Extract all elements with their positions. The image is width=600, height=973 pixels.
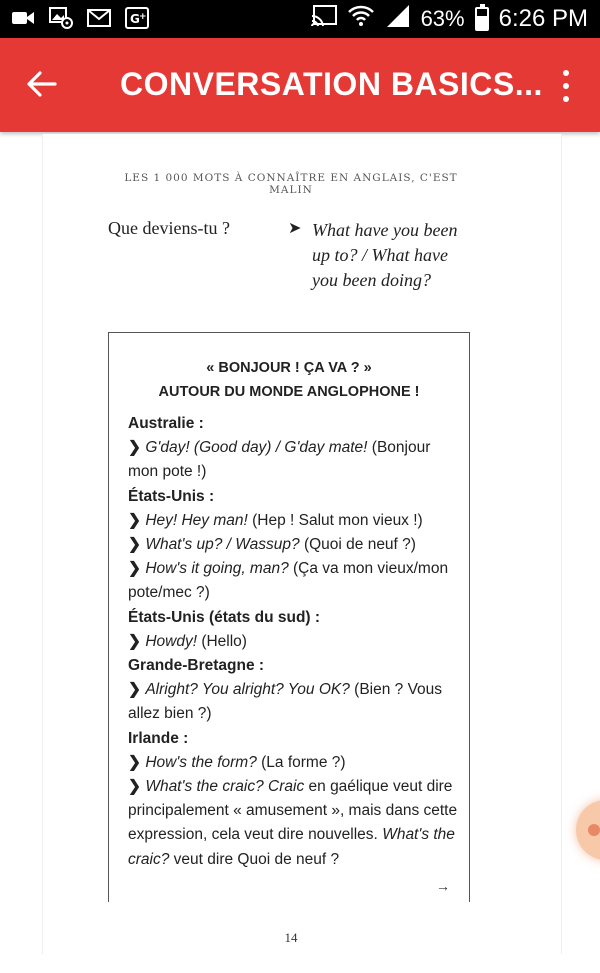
greeting-translation: veut dire Quoi de neuf ? — [173, 850, 340, 868]
video-camera-icon — [10, 6, 36, 30]
greeting-english: Alright? You alright? You OK? — [145, 681, 350, 699]
chevron-right-icon: ❯ — [128, 778, 141, 796]
greeting-english: Howdy! — [145, 632, 197, 650]
gmail-icon — [86, 6, 112, 30]
greeting-translation: (Bien ? Vous allez bien ?) — [128, 681, 443, 723]
svg-text:+: + — [139, 12, 147, 22]
region-usa: États-Unis : — [128, 487, 215, 505]
list-item — [128, 557, 458, 605]
chevron-right-icon: ❯ — [128, 753, 141, 771]
continue-arrow-icon: → — [436, 878, 450, 894]
running-head: LES 1 000 MOTS À CONNAÎTRE EN ANGLAIS, C'EST MALIN — [124, 172, 458, 196]
back-button[interactable] — [22, 62, 62, 106]
google-plus-icon — [124, 6, 150, 30]
greeting-english: How's it going, man? — [145, 560, 289, 578]
clock: 6:26 PM — [498, 5, 588, 32]
more-options-button[interactable] — [554, 70, 578, 102]
region-ireland: Irlande : — [128, 729, 189, 747]
greeting-translation: (Quoi de neuf ?) — [303, 536, 416, 554]
list-item — [128, 775, 458, 872]
status-bar — [0, 0, 600, 38]
craic-word: Craic — [268, 778, 305, 796]
dot-icon — [563, 70, 569, 76]
dot-icon — [563, 83, 569, 89]
list-item — [128, 436, 458, 484]
chevron-right-icon: ❯ — [128, 681, 141, 699]
chevron-right-icon: ❯ — [128, 536, 141, 554]
page-number: 14 — [284, 930, 298, 945]
app-bar — [0, 38, 600, 132]
chevron-right-icon: ❯ — [128, 511, 141, 529]
dot-icon — [563, 96, 569, 102]
chevron-right-icon: ❯ — [128, 632, 141, 650]
greeting-english: G'day! (Good day) / G'day mate! — [145, 439, 368, 457]
info-box-title-line1: « BONJOUR ! ÇA VA ? » — [206, 360, 372, 376]
list-item — [128, 751, 458, 775]
greeting-english: What's the craic? — [145, 778, 264, 796]
region-uk: Grande-Bretagne : — [128, 657, 265, 675]
greeting-translation: (Hello) — [201, 632, 247, 650]
greeting-translation: (Bonjour mon pote !) — [128, 439, 431, 481]
greeting-english: What's the craic? — [128, 826, 455, 868]
phrase-french: Que deviens-tu ? — [108, 218, 230, 238]
list-item — [128, 509, 458, 533]
list-item — [128, 630, 458, 654]
page-title: CONVERSATION BASICS... — [120, 66, 543, 102]
arrow-back-icon — [27, 71, 57, 97]
greeting-english: Hey! Hey man! — [145, 511, 248, 529]
greeting-english: What's up? / Wassup? — [145, 536, 300, 554]
info-box-title — [108, 356, 470, 404]
greeting-translation: (Ça va mon vieux/mon pote/mec ?) — [128, 560, 449, 602]
region-usa-south: États-Unis (états du sud) : — [128, 608, 321, 626]
cast-icon — [311, 5, 337, 33]
region-australia: Australie : — [128, 415, 204, 432]
info-box-body — [128, 412, 458, 872]
photo-notification-icon — [48, 6, 74, 30]
wifi-icon — [347, 4, 375, 34]
chevron-right-icon: ❯ — [128, 560, 141, 578]
greeting-english: How's the form? — [145, 753, 257, 771]
list-item — [128, 678, 458, 726]
battery-percent: 63% — [420, 6, 465, 31]
greeting-translation: (La forme ?) — [261, 753, 346, 771]
svg-text:G: G — [130, 12, 140, 26]
arrow-bullet-icon: ➤ — [288, 220, 302, 237]
signal-icon — [385, 4, 411, 34]
bubble-dot-icon — [588, 824, 600, 836]
floating-action-button[interactable] — [576, 800, 600, 860]
battery-icon — [475, 7, 489, 31]
info-box-title-line2: AUTOUR DU MONDE ANGLOPHONE ! — [158, 384, 420, 400]
greeting-translation: (Hep ! Salut mon vieux !) — [252, 511, 423, 529]
phrase-english: What have you been up to? / What have you been doing? — [312, 220, 458, 290]
list-item — [128, 533, 458, 557]
chevron-right-icon: ❯ — [128, 439, 141, 457]
craic-explanation: en gaélique veut dire principalement « amusement », mais dans cette expression, cela veut dire nouvelles. — [128, 778, 458, 844]
